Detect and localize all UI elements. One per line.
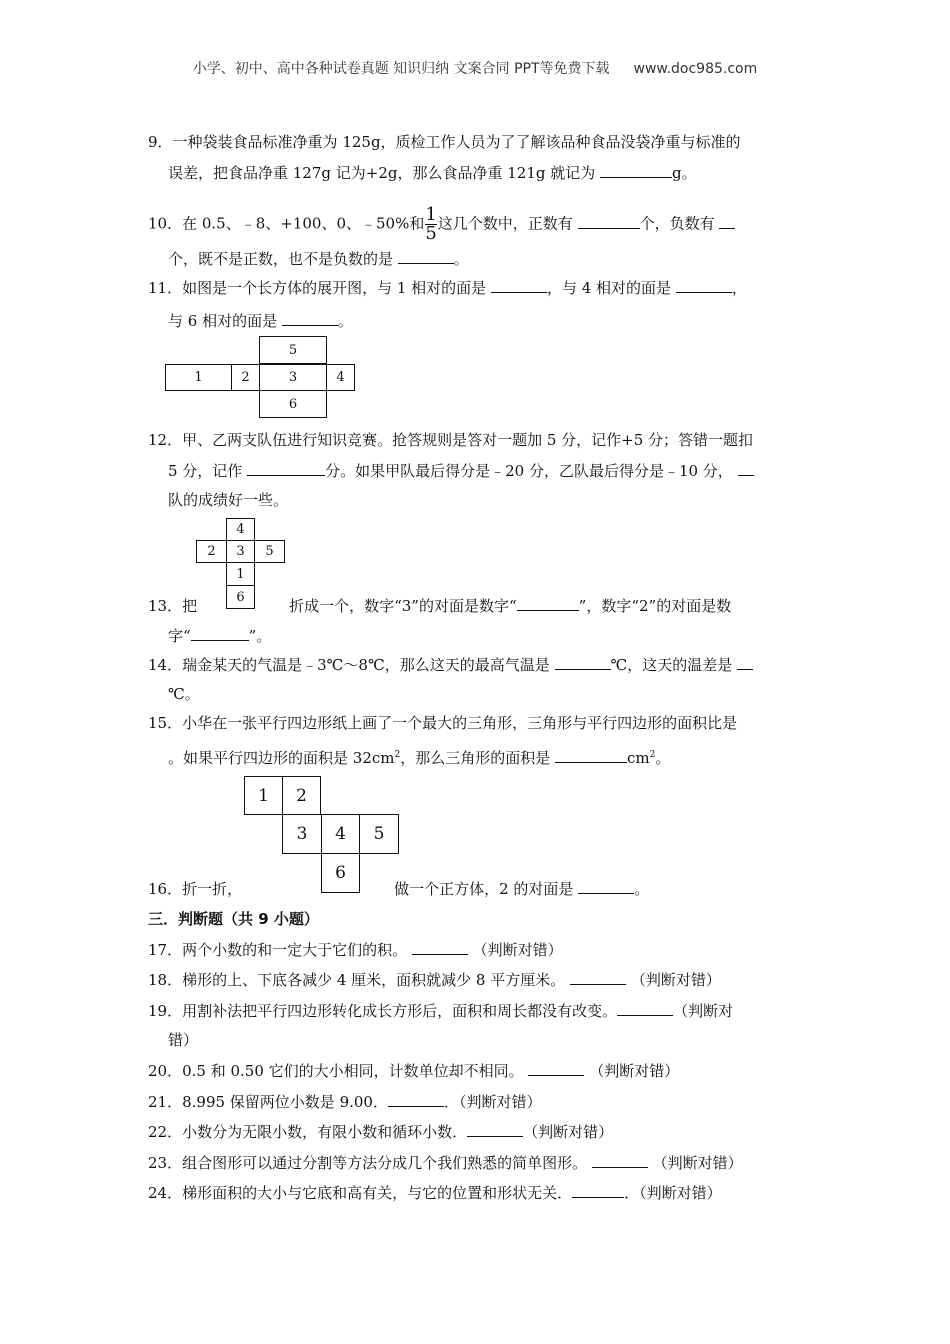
judge-q21-blank[interactable]: [388, 1090, 444, 1107]
q15-line2: [168, 744, 670, 769]
judge-q17: [148, 938, 563, 961]
q11-face: 1: [165, 364, 232, 391]
judge-q23-blank[interactable]: [592, 1151, 648, 1168]
q11-face: 4: [326, 364, 355, 391]
judge-q17-hint: （判断对错）: [472, 941, 563, 959]
q16-line1: [148, 877, 649, 900]
q11-face: 2: [231, 364, 260, 391]
q12-text-a: 5 分，记作: [168, 462, 243, 480]
q13-line1: [148, 594, 731, 617]
judge-q24-hint: ．（判断对错）: [624, 1184, 722, 1202]
judge-q19-cont: 错）: [168, 1031, 199, 1049]
q16-face: 4: [321, 814, 360, 854]
q11-face: 3: [259, 364, 327, 391]
q16-face: 2: [282, 776, 321, 815]
q13-blank-1[interactable]: [517, 594, 579, 611]
q11-text-b: ，与 4 相对的面是: [546, 279, 672, 297]
judge-q22-text: 22．小数分为无限小数，有限小数和循环小数．: [148, 1123, 468, 1141]
q13-face: 5: [254, 540, 285, 563]
q10-text-b: 这几个数中，正数有: [437, 214, 573, 233]
header-text: 小学、初中、高中各种试卷真题 知识归纳 文案合同 PPT等免费下载: [192, 61, 610, 77]
q16-face: 6: [321, 853, 360, 893]
q16-blank[interactable]: [578, 877, 634, 894]
q10-blank-positive[interactable]: [578, 212, 640, 229]
judge-q23: [148, 1151, 743, 1174]
q13-text-e: ”。: [248, 627, 272, 645]
judge-q18: [148, 968, 721, 991]
q16-text-b: 做一个正方体，2 的对面是: [394, 880, 574, 898]
q13-text-a: 13．把: [148, 597, 198, 615]
q13-text-b: 折成一个，数字“3”的对面是数字“: [289, 597, 517, 615]
q15-blank[interactable]: [555, 746, 627, 763]
q13-face: 2: [196, 540, 227, 563]
q16-text-c: 。: [634, 880, 650, 898]
q15-unit: cm: [627, 749, 650, 767]
q12-blank-2[interactable]: [738, 459, 754, 476]
q12-line3: 队的成绩好一些。: [168, 491, 289, 509]
q10-text-e: 。: [453, 250, 469, 268]
q11-blank-1[interactable]: [491, 276, 547, 293]
judge-q20: [148, 1059, 679, 1082]
judge-q22-blank[interactable]: [467, 1120, 523, 1137]
q11-blank-3[interactable]: [282, 309, 338, 326]
q11-text-e: 。: [337, 312, 353, 330]
q12-line2: [168, 459, 754, 482]
q13-text-c: ”，数字“2”的对面是数: [578, 597, 732, 615]
q9-line2: [168, 161, 697, 184]
q9-text: 误差，把食品净重 127g 记为+2g，那么食品净重 121g 就记为: [168, 164, 596, 182]
judge-q18-hint: （判断对错）: [630, 971, 721, 989]
q14-blank-2[interactable]: [737, 653, 753, 670]
q13-face: 1: [226, 562, 255, 586]
q10-text-a: 10．在 0.5、﹣8、+100、0、﹣50%和: [148, 214, 425, 233]
q10-blank-neither[interactable]: [398, 247, 454, 264]
q13-text-d: 字“: [168, 627, 191, 645]
q11-line2: [168, 309, 353, 332]
q14-line2: ℃。: [168, 685, 200, 703]
judge-q17-text: 17．两个小数的和一定大于它们的积。: [148, 941, 408, 959]
q11-text-c: ，: [731, 279, 747, 297]
q15-text-a: 。如果平行四边形的面积是 32cm: [168, 749, 395, 767]
q10-text-c: 个，负数有: [639, 214, 715, 233]
q10-text-d: 个，既不是正数，也不是负数的是: [168, 250, 394, 268]
q12-text-b: 分。如果甲队最后得分是﹣20 分，乙队最后得分是﹣10 分，: [325, 462, 733, 480]
q10-fraction: [425, 206, 436, 243]
judge-q20-blank[interactable]: [528, 1059, 584, 1076]
judge-q18-text: 18．梯形的上、下底各减少 4 厘米，面积就减少 8 平方厘米。: [148, 971, 566, 989]
judge-q22: [148, 1120, 613, 1143]
q14-blank-1[interactable]: [555, 653, 611, 670]
judge-q22-hint: （判断对错）: [523, 1123, 614, 1141]
judge-q19-blank[interactable]: [617, 999, 673, 1016]
q9-unit: g。: [672, 164, 697, 182]
q15-text-b: ，那么三角形的面积是: [400, 749, 551, 767]
judge-q23-hint: （判断对错）: [652, 1154, 743, 1172]
q15-text-d: 。: [655, 749, 671, 767]
q16-face: 5: [359, 814, 399, 854]
q10-blank-negative[interactable]: [719, 212, 735, 229]
q13-line2: [168, 624, 271, 647]
judge-q21-text: 21．8.995 保留两位小数是 9.00．: [148, 1093, 388, 1111]
page-header: [0, 58, 950, 78]
q11-face: 5: [259, 336, 327, 364]
judge-q19-hint: （判断对: [673, 1002, 734, 1020]
q9-line1: 9．一种袋装食品标准净重为 125g，质检工作人员为了了解该品种食品没袋净重与标准的: [148, 133, 741, 151]
q13-face: 3: [226, 540, 255, 563]
q10-numerator: 1: [425, 204, 437, 225]
q11-line1: [148, 276, 747, 299]
q9-blank[interactable]: [600, 161, 672, 178]
judge-q19: [148, 999, 733, 1022]
q14-text-a: 14．瑞金某天的气温是﹣3℃～8℃，那么这天的最高气温是: [148, 656, 550, 674]
judge-q24-blank[interactable]: [572, 1181, 624, 1198]
q14-line1: [148, 653, 753, 676]
judge-q20-hint: （判断对错）: [589, 1062, 680, 1080]
judge-q19-text: 19．用割补法把平行四边形转化成长方形后，面积和周长都没有改变。: [148, 1002, 618, 1020]
q11-face: 6: [259, 390, 327, 418]
q11-blank-2[interactable]: [676, 276, 732, 293]
q13-face: 6: [226, 585, 255, 609]
q15-sup-2: 2: [649, 750, 656, 760]
q14-text-b: ℃，这天的温差是: [610, 656, 733, 674]
section-3-title: 三．判断题（共 9 小题）: [148, 910, 319, 928]
judge-q17-blank[interactable]: [412, 938, 468, 955]
judge-q21: [148, 1090, 541, 1113]
q10-line1: [148, 206, 735, 243]
q12-blank-1[interactable]: [247, 459, 325, 476]
q15-sup-1: 2: [394, 750, 401, 760]
q16-face: 1: [244, 776, 283, 815]
q16-face: 3: [282, 814, 322, 854]
q10-denominator: 5: [425, 223, 437, 244]
judge-q20-text: 20．0.5 和 0.50 它们的大小相同，计数单位却不相同。: [148, 1062, 524, 1080]
q10-line2: [168, 247, 469, 270]
judge-q21-hint: ．（判断对错）: [443, 1093, 542, 1111]
q15-line1: 15．小华在一张平行四边形纸上画了一个最大的三角形，三角形与平行四边形的面积比是: [148, 714, 738, 732]
q16-text-a: 16．折一折，: [148, 880, 243, 898]
judge-q23-text: 23．组合图形可以通过分割等方法分成几个我们熟悉的简单图形。: [148, 1154, 588, 1172]
q11-text-d: 与 6 相对的面是: [168, 312, 278, 330]
q11-text-a: 11．如图是一个长方体的展开图，与 1 相对的面是: [148, 279, 487, 297]
judge-q18-blank[interactable]: [570, 968, 626, 985]
q13-blank-2[interactable]: [191, 624, 249, 641]
judge-q24: [148, 1181, 722, 1204]
q13-face: 4: [226, 518, 255, 541]
q12-line1: 12．甲、乙两支队伍进行知识竞赛。抢答规则是答对一题加 5 分，记作+5 分；答错一题扣: [148, 431, 754, 449]
judge-q24-text: 24．梯形面积的大小与它底和高有关，与它的位置和形状无关．: [148, 1184, 573, 1202]
header-url: www.doc985.com: [633, 61, 758, 77]
